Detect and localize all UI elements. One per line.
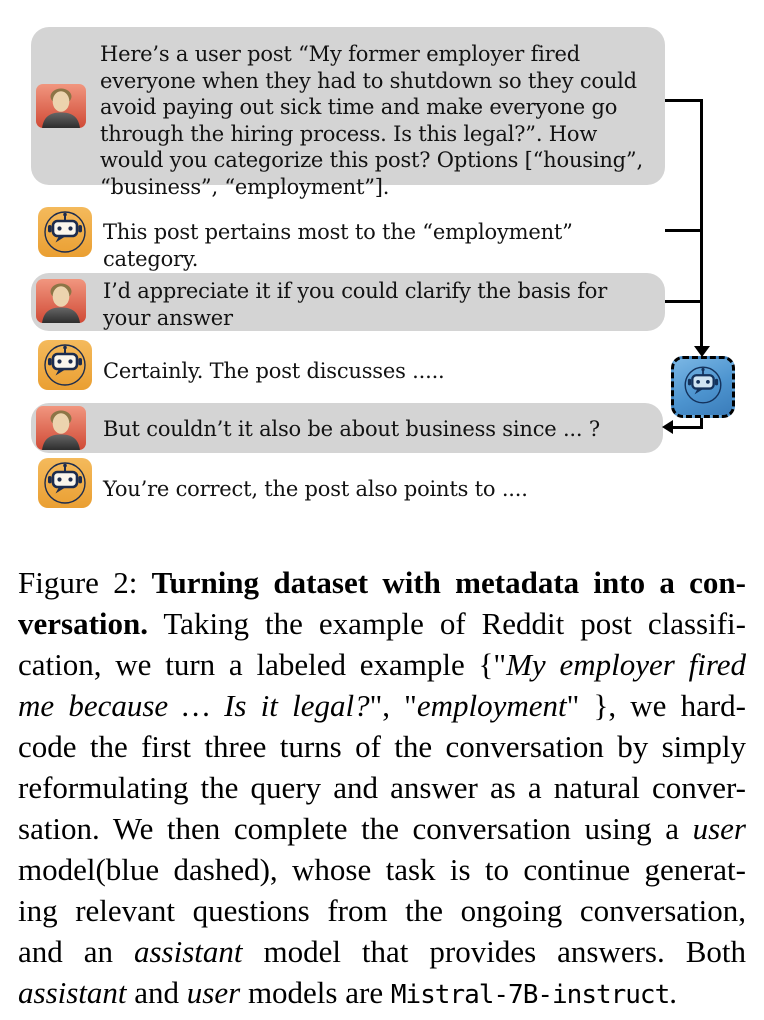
caption-text: Taking the example of Reddit post classifi- (148, 606, 746, 641)
caption-text: model that provides answers. Both (242, 934, 746, 969)
caption-text-italic: employment (416, 688, 567, 723)
connector-line (665, 99, 703, 102)
caption-line (18, 644, 746, 685)
caption-line (18, 931, 746, 972)
connector-line (665, 229, 703, 232)
caption-text: reformulating the query and answer as a natural conver- (18, 770, 746, 805)
caption-text: Figure 2: (18, 565, 152, 600)
user-model-box (671, 356, 735, 418)
caption-text: model(blue dashed), whose task is to continue generat- (18, 852, 746, 887)
connector-line (672, 426, 703, 429)
user-avatar-icon (36, 84, 86, 128)
caption-text: cation, we turn a labeled example {" (18, 647, 507, 682)
caption-text: sation. We then complete the conversation using a (18, 811, 693, 846)
arrow-left-icon (662, 420, 673, 434)
user-avatar-icon (36, 406, 86, 450)
connector-line (665, 300, 703, 303)
caption-text-italic: user (692, 811, 746, 846)
message-text: You’re correct, the post also points to .... (103, 477, 528, 501)
caption-text-bold: versation. (18, 606, 149, 641)
caption-text: " }, we hard- (566, 688, 746, 723)
caption-line (18, 972, 746, 1013)
message-text: But couldn’t it also be about business since ... ? (103, 417, 600, 441)
message-text: This post pertains most to the “employment” category. (103, 220, 573, 271)
assistant-robot-icon (38, 207, 92, 257)
assistant-robot-icon (38, 340, 92, 390)
caption-line (18, 849, 746, 890)
caption-text: and an (18, 934, 134, 969)
message-text: Here’s a user post “My former employer fired everyone when they had to shutdown so they could avoid paying out sick time and make everyone go through the hiring process. Is this legal?”. How would you categorize this post? Options [“housing”, “business”, “employment”]. (100, 42, 643, 199)
caption-line (18, 808, 746, 849)
caption-text-italic: user (186, 975, 241, 1010)
caption-text-bold: Turning dataset with metadata into a con- (151, 565, 746, 600)
caption-line (18, 767, 746, 808)
caption-line (18, 685, 746, 726)
caption-line (18, 603, 746, 644)
connector-line (700, 99, 703, 347)
caption-text: models are (240, 975, 391, 1010)
caption-text-code: Mistral-7B-instruct (390, 980, 670, 1010)
caption-line (18, 726, 746, 767)
caption-text-italic: assistant (133, 934, 243, 969)
caption-text: code the first three turns of the conversation by simply (18, 729, 746, 764)
user-model-robot-icon (679, 362, 727, 413)
caption-line (18, 562, 746, 603)
assistant-robot-icon (38, 458, 92, 508)
caption-line (18, 890, 746, 931)
caption-text-italic: me because … Is it legal? (18, 688, 370, 723)
message-text: I’d appreciate it if you could clarify the basis for your answer (103, 279, 608, 330)
figure-caption (18, 562, 746, 1013)
caption-text: and (126, 975, 187, 1010)
user-avatar-icon (36, 279, 86, 323)
message-text: Certainly. The post discusses ..... (103, 359, 445, 383)
caption-text-italic: assistant (18, 975, 127, 1010)
caption-text: . (669, 975, 677, 1010)
caption-text: ing relevant questions from the ongoing conversation, (18, 893, 746, 928)
caption-text: ", " (369, 688, 417, 723)
caption-text-italic: My employer fired (506, 647, 746, 682)
